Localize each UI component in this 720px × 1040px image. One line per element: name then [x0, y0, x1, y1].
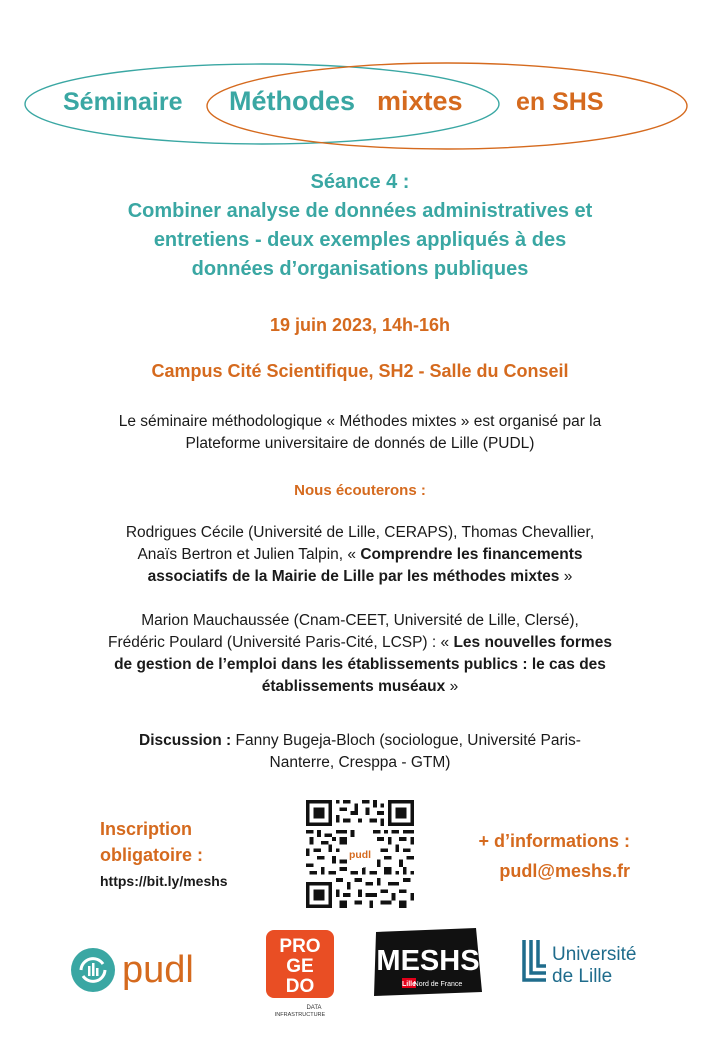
talk-1	[40, 522, 680, 588]
meshs-sub: Nord de France	[413, 981, 463, 988]
universite-de-lille-logo	[518, 934, 658, 994]
talk1-speakers: Anaïs Bertron et Julien Talpin, «	[137, 546, 361, 563]
discussion-speaker: Fanny Bugeja-Bloch (sociologue, Université Paris-	[231, 732, 581, 749]
talk2-line3	[40, 654, 680, 676]
information-label: + d’informations :	[478, 831, 630, 851]
discussion	[40, 730, 680, 774]
title-word-en-shs: en SHS	[516, 88, 604, 116]
registration-link[interactable]: https://bit.ly/meshs	[100, 873, 228, 889]
title-word-seminaire: Séminaire	[63, 88, 183, 116]
information-email[interactable]: pudl@meshs.fr	[499, 861, 630, 881]
progedo-sub2: INFRASTRUCTURE	[274, 1012, 326, 1018]
discussion-line2: Nanterre, Cresppa - GTM)	[269, 754, 451, 771]
session-date: 19 juin 2023, 14h-16h	[269, 315, 451, 335]
progedo-logo-mark	[264, 928, 336, 1020]
talk2-line1: Marion Mauchaussée (Cnam-CEET, Université de Lille, Clersé),	[141, 612, 579, 629]
session-title-line1: Combiner analyse de données administratives et	[127, 200, 593, 222]
talk1-title-part2: associatifs de la Mairie de Lille par les méthodes mixtes	[147, 568, 560, 585]
registration-label	[100, 816, 203, 868]
talk2-quote-end: »	[445, 678, 459, 695]
talk2-title-part2: de gestion de l’emploi dans les établissements publics : le cas des	[114, 656, 606, 673]
progedo-line1: PRO	[279, 936, 321, 957]
talk1-quote-end: »	[559, 568, 573, 585]
talk-2	[40, 610, 680, 698]
meshs-logo-mark	[372, 926, 484, 998]
talk2-title-part3: établissements muséaux	[261, 678, 446, 695]
discussion-line1	[40, 730, 680, 752]
session-title-line3: données d’organisations publiques	[191, 258, 529, 280]
qr-code-icon[interactable]	[306, 800, 414, 908]
talk1-line1: Rodrigues Cécile (Université de Lille, CERAPS), Thomas Chevallier,	[125, 524, 595, 541]
progedo-line2: GE	[286, 956, 314, 977]
pudl-logo-mark	[66, 942, 226, 998]
meshs-sub-lille: Lille	[401, 981, 417, 988]
talk2-line2	[40, 632, 680, 654]
universite-de-lille-logo-mark	[518, 934, 658, 994]
ulille-line1: Université	[552, 944, 637, 965]
title-word-methodes: Méthodes	[229, 86, 356, 116]
meshs-logo	[372, 926, 484, 998]
ulille-line2: de Lille	[552, 966, 613, 987]
talk1-title-part1: Comprendre les financements	[360, 546, 583, 563]
registration-line1: Inscription	[100, 819, 193, 839]
discussion-label: Discussion :	[139, 732, 232, 749]
progedo-logo	[264, 928, 336, 1020]
session-title-line2: entretiens - deux exemples appliqués à des	[153, 229, 567, 251]
talk2-title-part1: Les nouvelles formes	[453, 634, 612, 651]
pudl-logo	[66, 942, 226, 998]
qr-center-label: pudl	[349, 850, 371, 862]
progedo-line3: DO	[285, 976, 315, 997]
talk2-speakers: Frédéric Poulard (Université Paris-Cité, LCSP) : «	[108, 634, 454, 651]
talk2-line4	[40, 676, 680, 698]
pudl-logo-text: pudl	[122, 949, 194, 991]
intro-line2: Plateforme universitaire de donnés de Lille (PUDL)	[185, 435, 535, 452]
session-heading	[40, 168, 680, 284]
title-word-mixtes: mixtes	[377, 86, 463, 116]
session-place: Campus Cité Scientifique, SH2 - Salle du Conseil	[151, 361, 569, 381]
registration-line2: obligatoire :	[100, 845, 203, 865]
listen-heading: Nous écouterons :	[294, 482, 426, 499]
progedo-sub1: DATA	[306, 1005, 322, 1011]
intro-paragraph	[40, 411, 680, 455]
information-block	[440, 826, 630, 886]
session-number: Séance 4 :	[310, 171, 410, 193]
intro-line1: Le séminaire méthodologique « Méthodes mixtes » est organisé par la	[118, 413, 602, 430]
seminar-title	[0, 84, 720, 124]
talk1-line2	[40, 544, 680, 566]
meshs-logo-text: MESHS	[376, 945, 480, 977]
talk1-line3	[40, 566, 680, 588]
